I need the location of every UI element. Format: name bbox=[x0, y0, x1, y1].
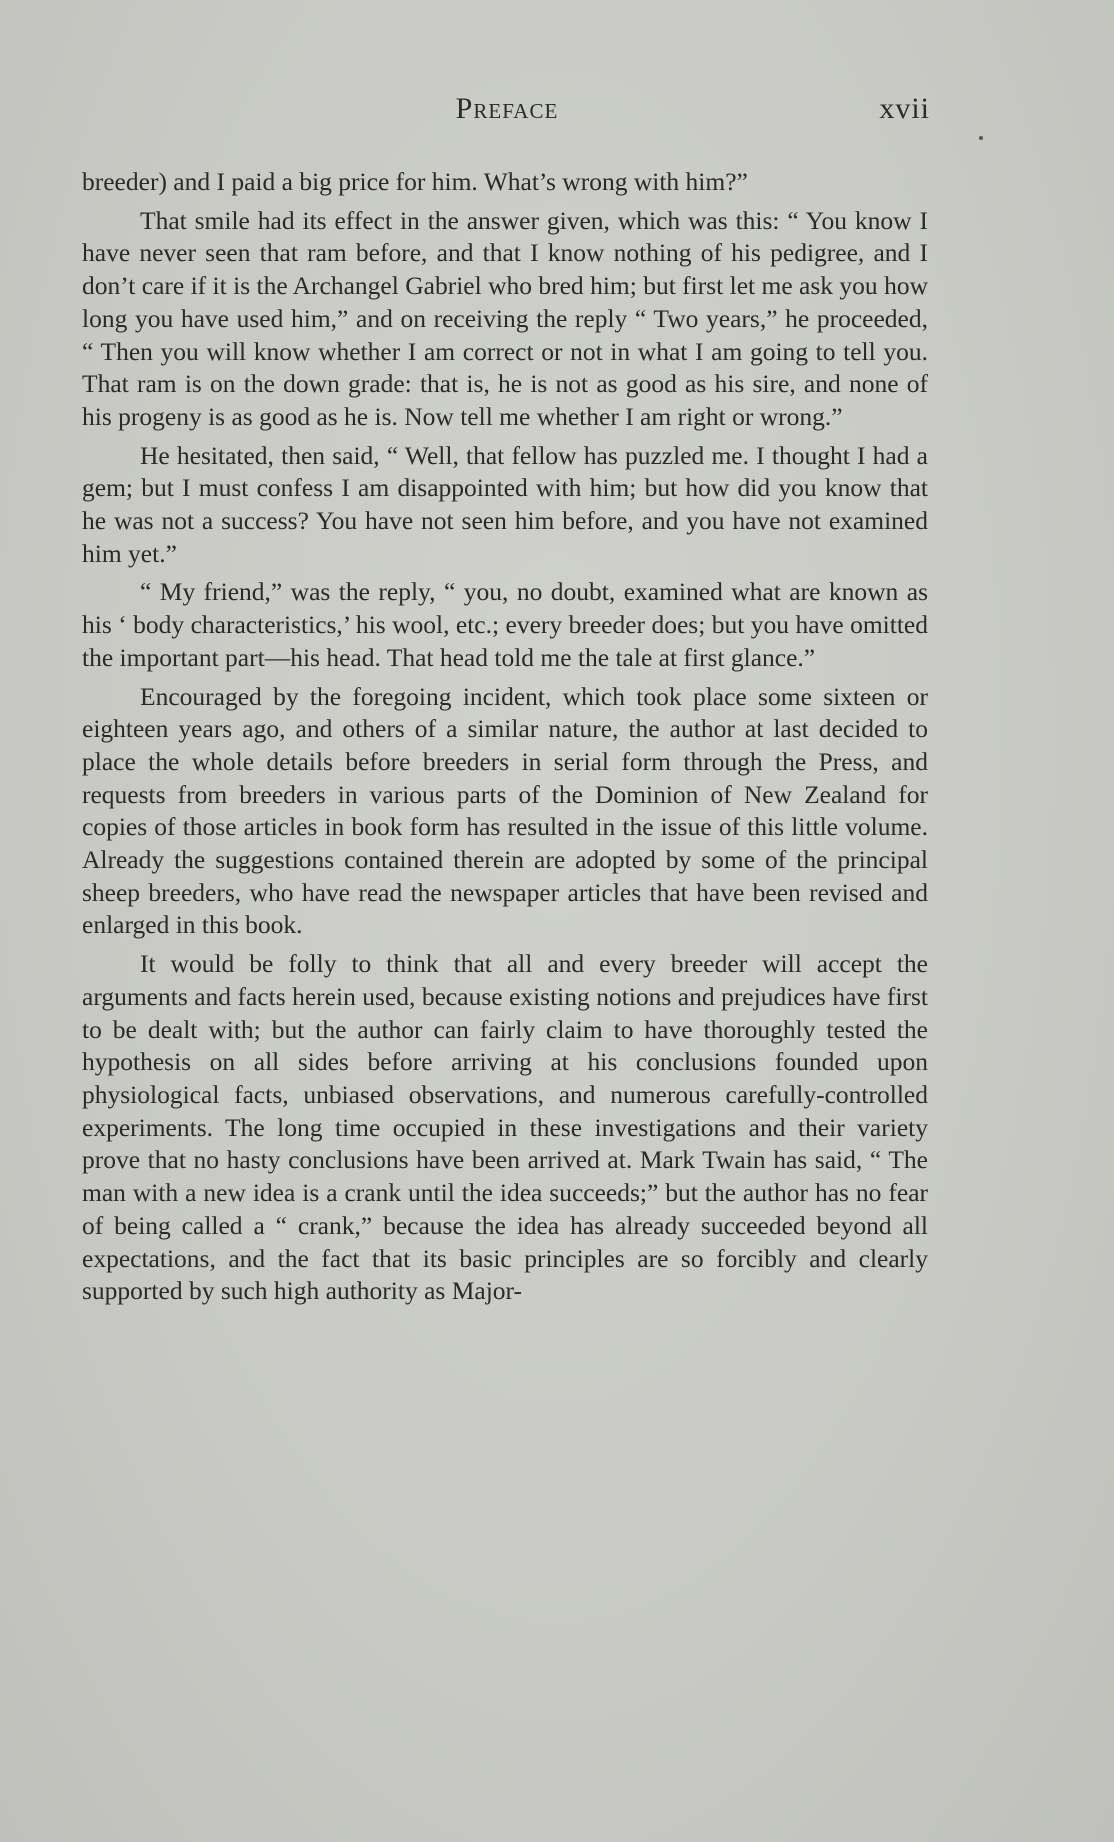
body-text bbox=[82, 166, 928, 1314]
paragraph: He hesitated, then said, “ Well, that fellow has puzzled me. I thought I had a gem; but I must confess I am disappointed with him; but how did you know that he was not a success? You have not seen him before, and you have not examined him yet.” bbox=[82, 440, 928, 568]
paragraph: “ My friend,” was the reply, “ you, no doubt, examined what are known as his ‘ body characteristics,’ his wool, etc.; every breeder does; but you have omitted the important part—his head. That head told me the tale at first glance.” bbox=[82, 577, 928, 672]
paragraph: It would be folly to think that all and every breeder will accept the arguments and facts herein used, because existing notions and prejudices have first to be dealt with; but the author can fairly claim to have thoroughly tested the hypothesis on all sides before arriving at his conclusions founded upon physiological facts, unbiased observations, and numerous carefully-controlled experiments. The long time occupied in these investigations and their variety prove that no hasty conclusions have been arrived at. Mark Twain has said, “ The man with a new idea is a crank until the idea succeeds;” but the author has no fear of being called a “ crank,” because the idea has already succeeded beyond all expectations, and the fact that its basic principles are so forcibly and clearly supported by such high authority as Major- bbox=[82, 949, 928, 1306]
paragraph: breeder) and I paid a big price for him. What’s wrong with him?” bbox=[82, 167, 748, 196]
running-head bbox=[0, 92, 1114, 132]
page-number: xvii bbox=[879, 92, 930, 125]
paragraph: That smile had its effect in the answer given, which was this: “ You know I have never seen that ram before, and that I know nothing of his pedigree, and I don’t care if it is the Archangel Gabriel who bred him; but first let me ask you how long you have used him,” and on receiving the reply “ Two years,” he proceeded, “ Then you will know whether I am correct or not in what I am going to tell you. That ram is on the down grade: that is, he is not as good as his sire, and none of his progeny is as good as he is. Now tell me whether I am right or wrong.” bbox=[82, 205, 928, 431]
paragraph: Encouraged by the foregoing incident, which took place some sixteen or eighteen years ago, and others of a similar nature, the author at last decided to place the whole details before breeders in serial form through the Press, and requests from breeders in various parts of the Dominion of New Zealand for copies of those articles in book form has resulted in the issue of this little volume. Already the suggestions contained therein are adopted by some of the principal sheep breeders, who have read the newspaper articles that have been revised and enlarged in this book. bbox=[82, 681, 928, 940]
page-title: Preface bbox=[455, 92, 559, 125]
ink-speck bbox=[979, 136, 983, 140]
